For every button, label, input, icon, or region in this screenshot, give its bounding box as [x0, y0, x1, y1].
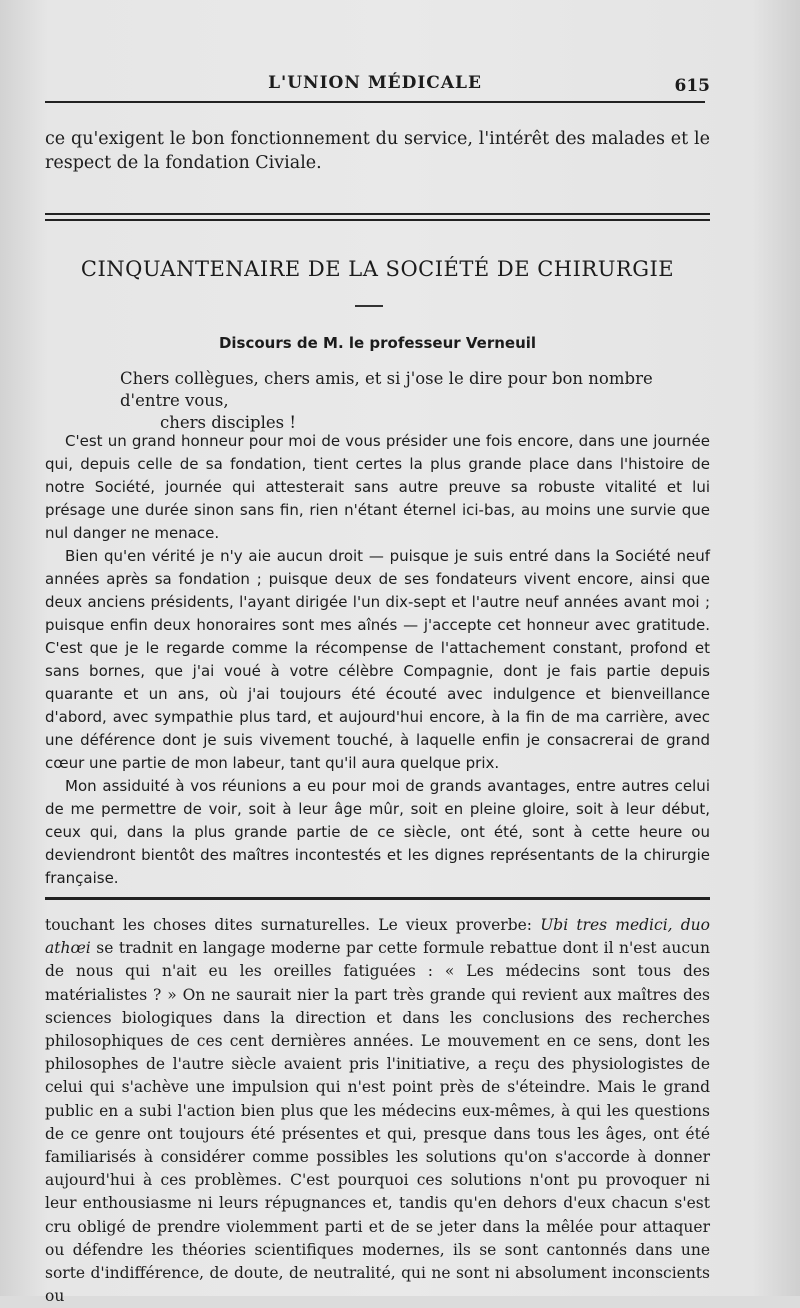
section-title: CINQUANTENAIRE DE LA SOCIÉTÉ DE CHIRURGIE — [80, 257, 675, 281]
salutation-line-2: chers disciples ! — [160, 413, 297, 432]
header-rule — [45, 101, 705, 103]
section-separator — [45, 213, 710, 221]
continued-article — [45, 914, 710, 1308]
continued-text-1: touchant les choses dites surnaturelles. Le vieux proverbe: — [45, 916, 541, 934]
speech-paragraph: C'est un grand honneur pour moi de vous présider une fois encore, dans une journée qui, depuis celle de sa fondation, tient certes la plus grande place dans l'histoire de notre Société, journée qui attesterait sans autre preuve sa robuste vitalité et lui présage une durée sinon sans fin, rien n'étant éternel ici-bas, au moins une survie que nul danger ne menace. — [45, 432, 710, 542]
page-number: 615 — [674, 76, 710, 96]
title-dash — [355, 305, 383, 307]
speech-subtitle: Discours de M. le professeur Verneuil — [218, 334, 537, 352]
journal-title: L'UNION MÉDICALE — [268, 73, 482, 93]
salutation-line-1: Chers collègues, chers amis, et si j'ose le dire pour bon nombre d'entre vous, — [120, 369, 653, 410]
speech-body — [45, 430, 710, 890]
speech-paragraph: Mon assiduité à vos réunions a eu pour moi de grands avantages, entre autres celui de me permettre de voir, soit à leur âge mûr, soit en pleine gloire, soit à leur début, ceux qui, dans la plus grande partie de ce siècle, ont été, sont à cette heure ou deviendront bientôt des maîtres incontestés et les dignes représentants de la chirurgie française. — [45, 777, 710, 887]
intro-block — [45, 127, 710, 175]
salutation — [120, 368, 710, 434]
continued-text-2: se tradnit en langage moderne par cette formule rebattue dont il n'est aucun de nous qui n'ait eu les oreilles fatiguées : « Les médecins sont tous des matérialistes ? » On ne saurait nier la part très grande qui revient aux maîtres des sciences biologiques dans la direction et dans les conclusions des recherches philosophiques de ces cent dernières années. Le mouvement en ce sens, dont les philosophes de l'autre siècle avaient pris l'initiative, a reçu des physiologistes de celui qui s'achève une impulsion qui n'est point près de s'éteindre. Mais le grand public en a subi l'action bien plus que les médecins eux-mêmes, à qui les questions de ce genre ont toujours été présentes et qui, presque dans tous les âges, ont été familiarisés à considérer comme possibles les solutions qu'on s'accorde à donner aujourd'hui à ces problèmes. C'est pourquoi ces solutions n'ont pu provoquer ni leur enthousiasme ni leurs répugnances et, tandis qu'en dehors d'eux chacun s'est cru obligé de prendre violemment parti et de se jeter dans la mêlée pour attaquer ou défendre les théories scientifiques modernes, ils se sont cantonnés dans une sorte d'indifférence, de doute, de neutralité, qui ne sont ni absolument inconscients ou — [45, 939, 710, 1306]
continued-paragraph — [45, 914, 710, 1308]
intro-paragraph: ce qu'exigent le bon fonctionnement du service, l'intérêt des malades et le respect de la fondation Civiale. — [45, 129, 710, 173]
latin-proverb: Ubi tres medici, duo athœi — [45, 916, 710, 958]
lower-section-rule — [45, 897, 710, 900]
speech-paragraph: Bien qu'en vérité je n'y aie aucun droit — puisque je suis entré dans la Société neuf années après sa fondation ; puisque deux de ses fondateurs vivent encore, ainsi que deux anciens présidents, l'ayant dirigée l'un dix-sept et l'autre neuf années avant moi ; puisque enfin deux honoraires sont mes aînés — j'accepte cet honneur avec gratitude. C'est que je le regarde comme la récompense de l'attachement constant, profond et sans bornes, que j'ai voué à votre célèbre Compagnie, dont je fais partie depuis quarante et un ans, où j'ai toujours été écouté avec indulgence et bienveillance d'abord, avec sympathie plus tard, et aujourd'hui encore, à la fin de ma carrière, avec une déférence dont je suis vivement touché, à laquelle enfin je consacrerai de grand cœur une partie de mon labeur, tant qu'il aura quelque prix. — [45, 547, 710, 772]
running-header — [40, 70, 710, 100]
